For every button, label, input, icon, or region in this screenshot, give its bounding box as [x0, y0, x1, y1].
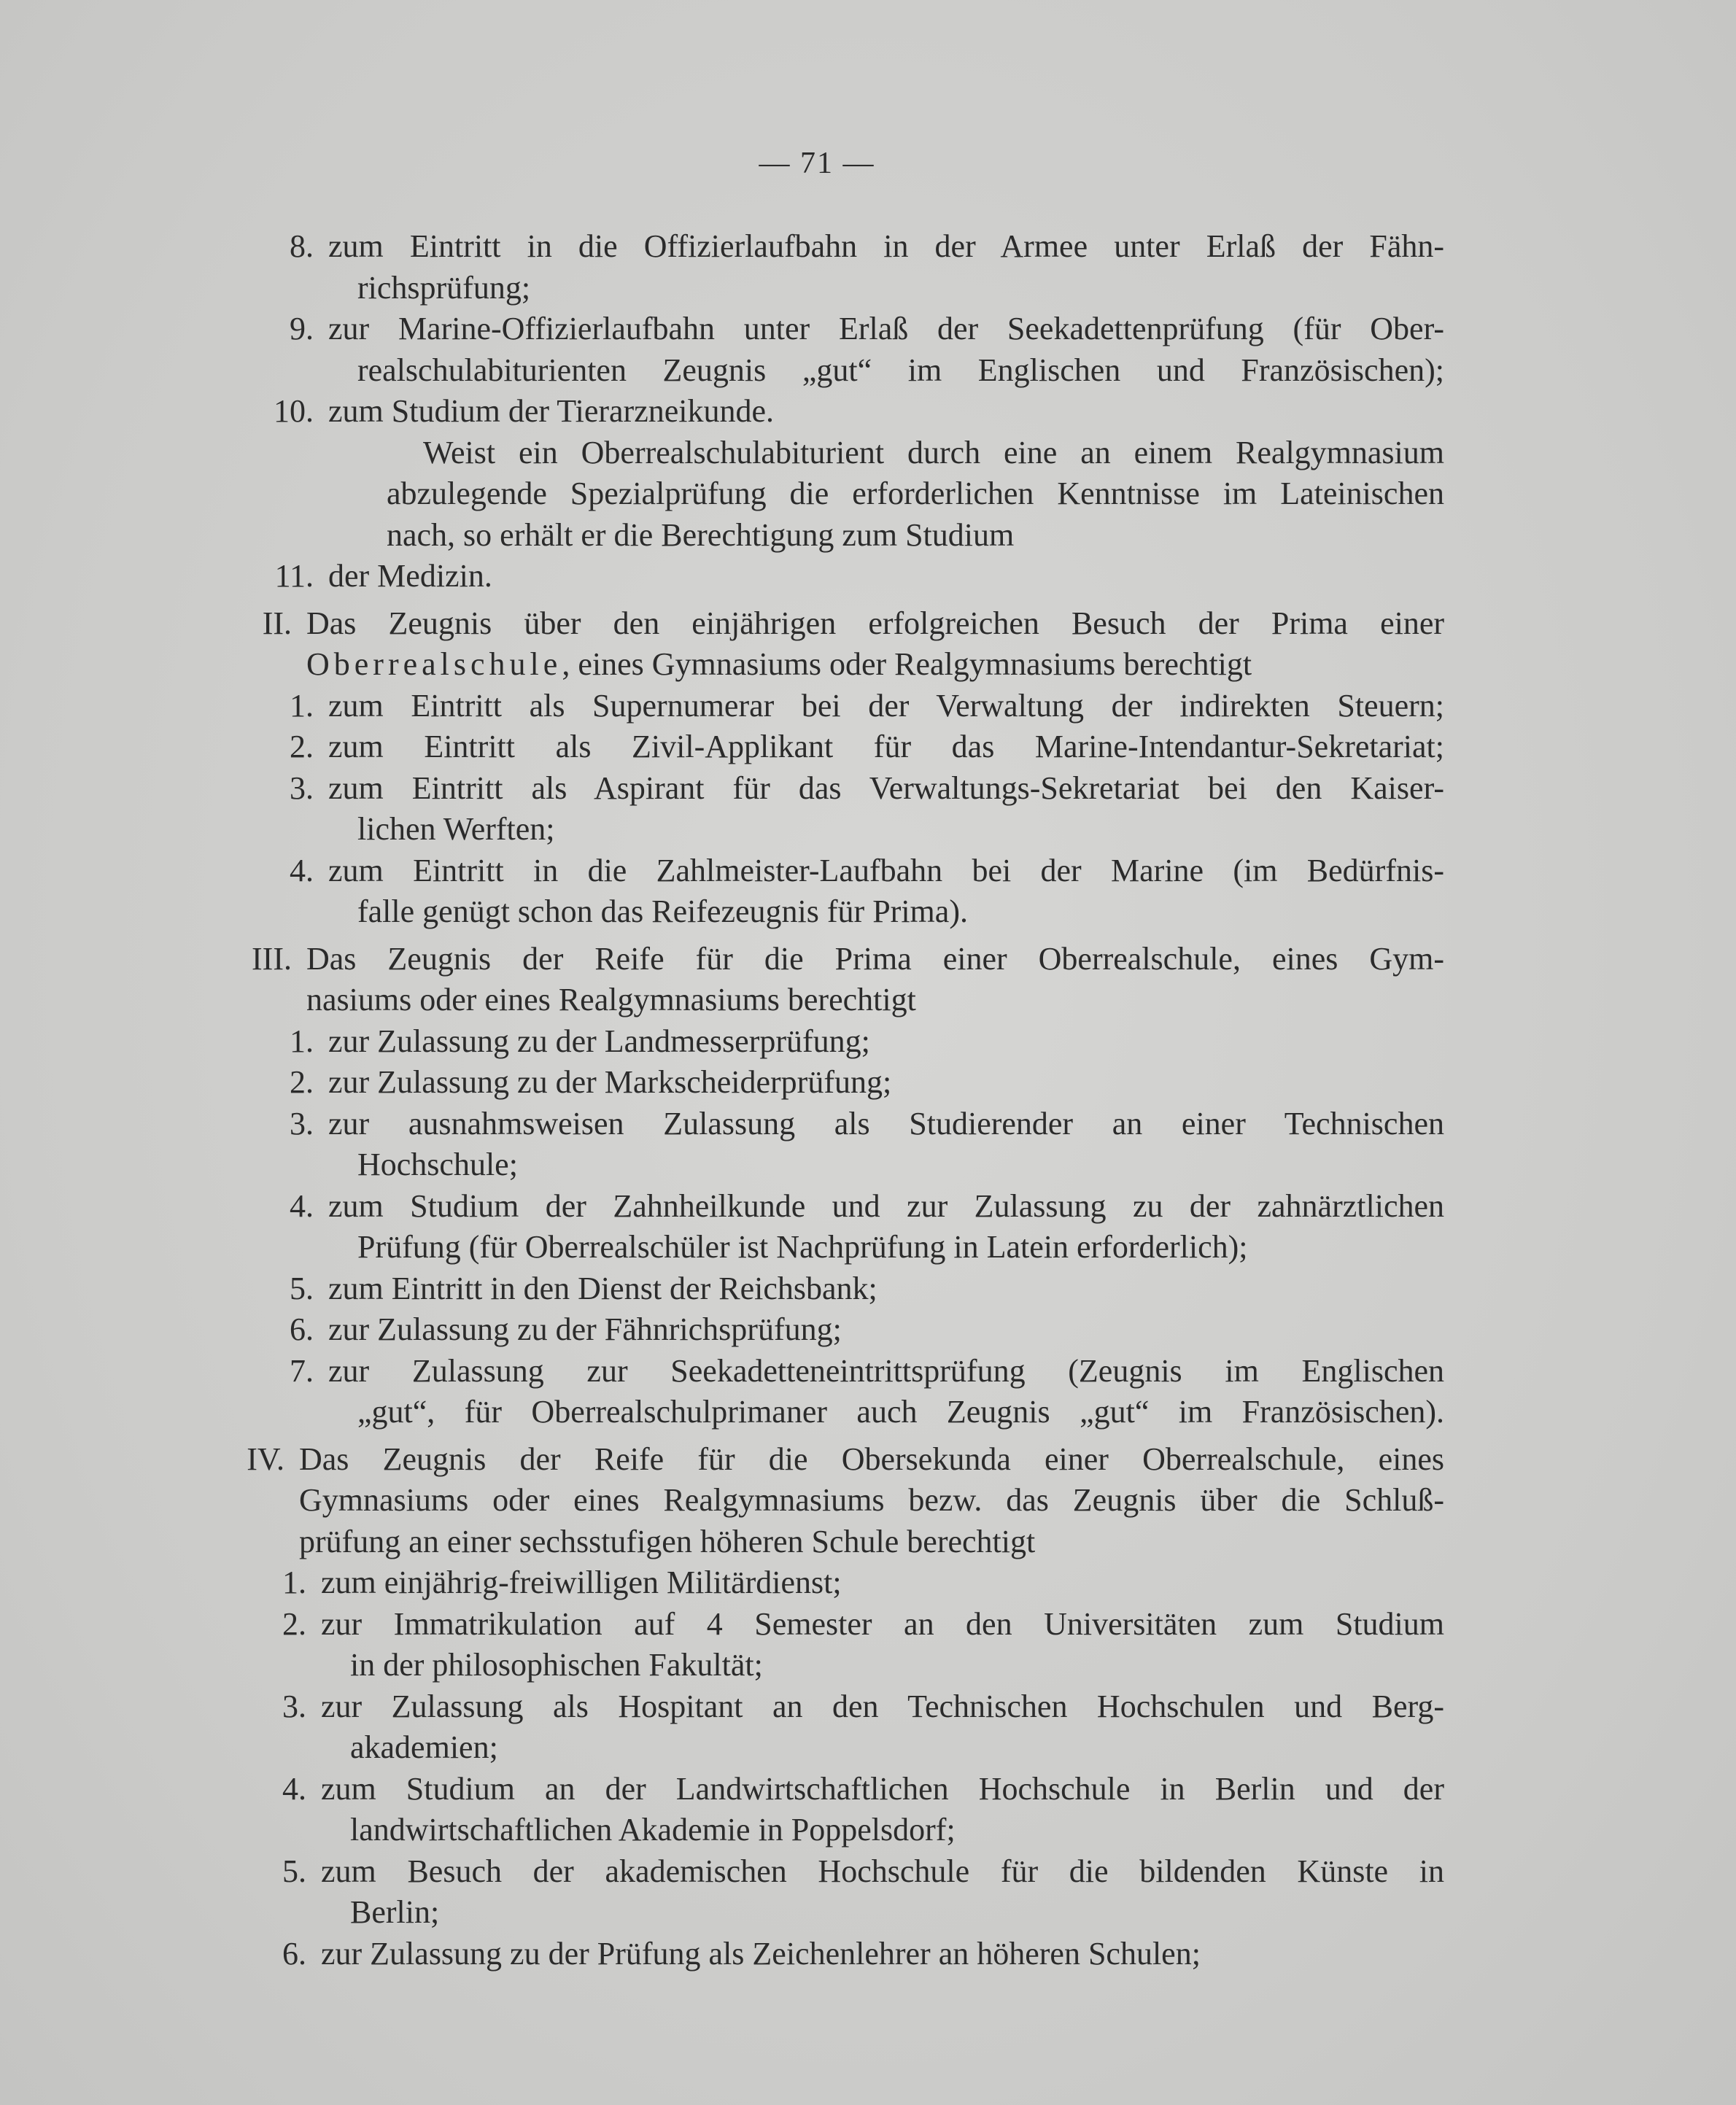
- text-line: [248, 1604, 1444, 1645]
- text-line: [248, 1851, 1444, 1893]
- line-text: abzulegende Spezialprüfung die erforderlichen Kenntnisse im Lateinischen: [387, 476, 1444, 511]
- item-number: 11.: [274, 558, 314, 594]
- emphasized-word: Oberrealschule: [306, 646, 562, 682]
- item-number: 6.: [290, 1311, 314, 1347]
- item-number: 2.: [282, 1605, 306, 1642]
- text-line: [248, 686, 1444, 727]
- item-number: 5.: [282, 1853, 306, 1889]
- line-text: zum Eintritt in den Dienst der Reichsbank;: [328, 1270, 877, 1306]
- item-number: 9.: [290, 311, 314, 346]
- line-text: zum Eintritt als Supernumerar bei der Verwaltung der indirekten Steuern;: [328, 687, 1444, 724]
- text-line: [248, 939, 1444, 980]
- line-text: zum einjährig-freiwilligen Militärdienst;: [321, 1565, 842, 1600]
- item-number: 2.: [290, 729, 314, 764]
- text-line: [248, 891, 1444, 933]
- text-line: [248, 1521, 1444, 1563]
- line-text: Das Zeugnis über den einjährigen erfolgreichen Besuch der Prima einer: [306, 605, 1444, 641]
- text-line: [248, 556, 1444, 597]
- line-text: richsprüfung;: [357, 269, 531, 306]
- text-line: [248, 1268, 1444, 1310]
- text-line: [248, 1645, 1444, 1686]
- line-text: zum Studium an der Landwirtschaftlichen Hochschule in Berlin und der: [321, 1770, 1444, 1807]
- item-number: 7.: [290, 1352, 314, 1389]
- line-text: zur Zulassung zu der Markscheiderprüfung;: [328, 1064, 892, 1100]
- line-text: zur Immatrikulation auf 4 Semester an den Universitäten zum Studium: [321, 1605, 1444, 1642]
- line-text: zum Studium der Tierarzneikunde.: [328, 393, 775, 429]
- line-text: Gymnasiums oder eines Realgymnasiums bezw. das Zeugnis über die Schluß-: [299, 1482, 1444, 1518]
- text-line: [248, 603, 1444, 645]
- text-line: [248, 391, 1444, 433]
- item-number: 4.: [290, 852, 314, 888]
- text-line: [248, 1351, 1444, 1392]
- body-text: [248, 226, 1444, 1974]
- item-number: 3.: [282, 1688, 306, 1724]
- section-numeral: IV.: [247, 1441, 284, 1477]
- item-number: 1.: [282, 1565, 306, 1600]
- line-text: zum Eintritt in die Zahlmeister-Laufbahn bei der Marine (im Bedürfnis-: [328, 852, 1444, 888]
- item-number: 2.: [290, 1064, 314, 1100]
- text-line: [248, 1309, 1444, 1351]
- item-number: 1.: [290, 1023, 314, 1059]
- line-text: zur Zulassung zu der Fähnrichsprüfung;: [328, 1311, 842, 1347]
- text-line: [248, 1934, 1444, 1975]
- line-text: der Medizin.: [328, 558, 492, 594]
- text-line: [248, 768, 1444, 810]
- text-line: [248, 1062, 1444, 1104]
- line-text-rest: , eines Gymnasiums oder Realgymnasiums berechtigt: [562, 646, 1252, 682]
- text-line: [248, 473, 1444, 515]
- text-line: [248, 644, 1444, 686]
- line-text: falle genügt schon das Reifezeugnis für Prima).: [357, 893, 968, 929]
- line-text: zum Besuch der akademischen Hochschule für die bildenden Künste in: [321, 1853, 1444, 1889]
- text-line: [248, 809, 1444, 850]
- section-numeral: III.: [252, 940, 292, 977]
- text-line: [248, 1810, 1444, 1851]
- text-line: [248, 1186, 1444, 1228]
- line-text: zur Zulassung zur Seekadetteneintrittsprüfung (Zeugnis im Englischen: [328, 1352, 1444, 1389]
- line-text: akademien;: [350, 1729, 498, 1765]
- page-number: — 71 —: [759, 147, 875, 180]
- text-line: [248, 515, 1444, 557]
- text-line: [248, 1021, 1444, 1063]
- line-text: Hochschule;: [357, 1147, 518, 1182]
- line-text: zur Zulassung zu der Prüfung als Zeichenlehrer an höheren Schulen;: [321, 1935, 1201, 1972]
- text-line: [248, 1892, 1444, 1934]
- text-line: [248, 1562, 1444, 1604]
- line-text: „gut“, für Oberrealschulprimaner auch Zeugnis „gut“ im Französischen).: [357, 1394, 1444, 1430]
- line-text: Prüfung (für Oberrealschüler ist Nachprüfung in Latein erforderlich);: [357, 1229, 1248, 1265]
- section-numeral: II.: [262, 605, 292, 641]
- line-text: zur ausnahmsweisen Zulassung als Studierender an einer Technischen: [328, 1105, 1444, 1141]
- line-text: landwirtschaftlichen Akademie in Poppelsdorf;: [350, 1812, 956, 1848]
- line-text: nach, so erhält er die Berechtigung zum Studium: [387, 516, 1015, 553]
- text-line: [248, 1104, 1444, 1145]
- text-line: [248, 350, 1444, 392]
- text-line: [248, 309, 1444, 350]
- text-line: [248, 1392, 1444, 1433]
- text-line: [248, 980, 1444, 1021]
- item-number: 5.: [290, 1270, 314, 1306]
- item-number: 1.: [290, 687, 314, 724]
- line-text: Das Zeugnis der Reife für die Prima einer Oberrealschule, eines Gym-: [306, 940, 1444, 977]
- text-line: [248, 1686, 1444, 1728]
- text-line: [248, 1227, 1444, 1268]
- line-text: Weist ein Oberrealschulabiturient durch eine an einem Realgymnasium: [423, 434, 1444, 470]
- text-line: [248, 850, 1444, 892]
- text-line: [248, 433, 1444, 474]
- text-line: [248, 726, 1444, 768]
- text-line: [248, 1480, 1444, 1521]
- line-text: lichen Werften;: [357, 811, 555, 847]
- item-number: 8.: [290, 228, 314, 264]
- item-number: 10.: [274, 393, 314, 429]
- item-number: 4.: [282, 1770, 306, 1807]
- item-number: 3.: [290, 769, 314, 806]
- text-line: [248, 1144, 1444, 1186]
- line-text: in der philosophischen Fakultät;: [350, 1647, 763, 1683]
- text-line: [248, 226, 1444, 268]
- line-text: Das Zeugnis der Reife für die Obersekunda einer Oberrealschule, eines: [299, 1441, 1444, 1477]
- item-number: 6.: [282, 1935, 306, 1972]
- line-text: realschulabiturienten Zeugnis „gut“ im Englischen und Französischen);: [357, 352, 1444, 388]
- line-text: zum Eintritt in die Offizierlaufbahn in der Armee unter Erlaß der Fähn-: [328, 228, 1444, 264]
- text-line: [248, 1439, 1444, 1481]
- text-line: [248, 1769, 1444, 1810]
- line-text: nasiums oder eines Realgymnasiums berechtigt: [306, 982, 916, 1017]
- line-text: zur Marine-Offizierlaufbahn unter Erlaß der Seekadettenprüfung (für Ober-: [328, 311, 1444, 346]
- line-text: zur Zulassung zu der Landmesserprüfung;: [328, 1023, 870, 1059]
- text-line: [248, 1727, 1444, 1769]
- item-number: 3.: [290, 1105, 314, 1141]
- line-text: prüfung an einer sechsstufigen höheren Schule berechtigt: [299, 1523, 1036, 1559]
- line-text: zum Eintritt als Zivil-Applikant für das Marine-Intendantur-Sekretariat;: [328, 729, 1444, 764]
- line-text: zum Studium der Zahnheilkunde und zur Zulassung zu der zahnärztlichen: [328, 1187, 1444, 1224]
- text-line: [248, 268, 1444, 309]
- item-number: 4.: [290, 1187, 314, 1224]
- line-text: zur Zulassung als Hospitant an den Technischen Hochschulen und Berg-: [321, 1688, 1444, 1724]
- line-text: [306, 644, 1444, 686]
- line-text: Berlin;: [350, 1894, 440, 1930]
- line-text: zum Eintritt als Aspirant für das Verwaltungs-Sekretariat bei den Kaiser-: [328, 769, 1444, 806]
